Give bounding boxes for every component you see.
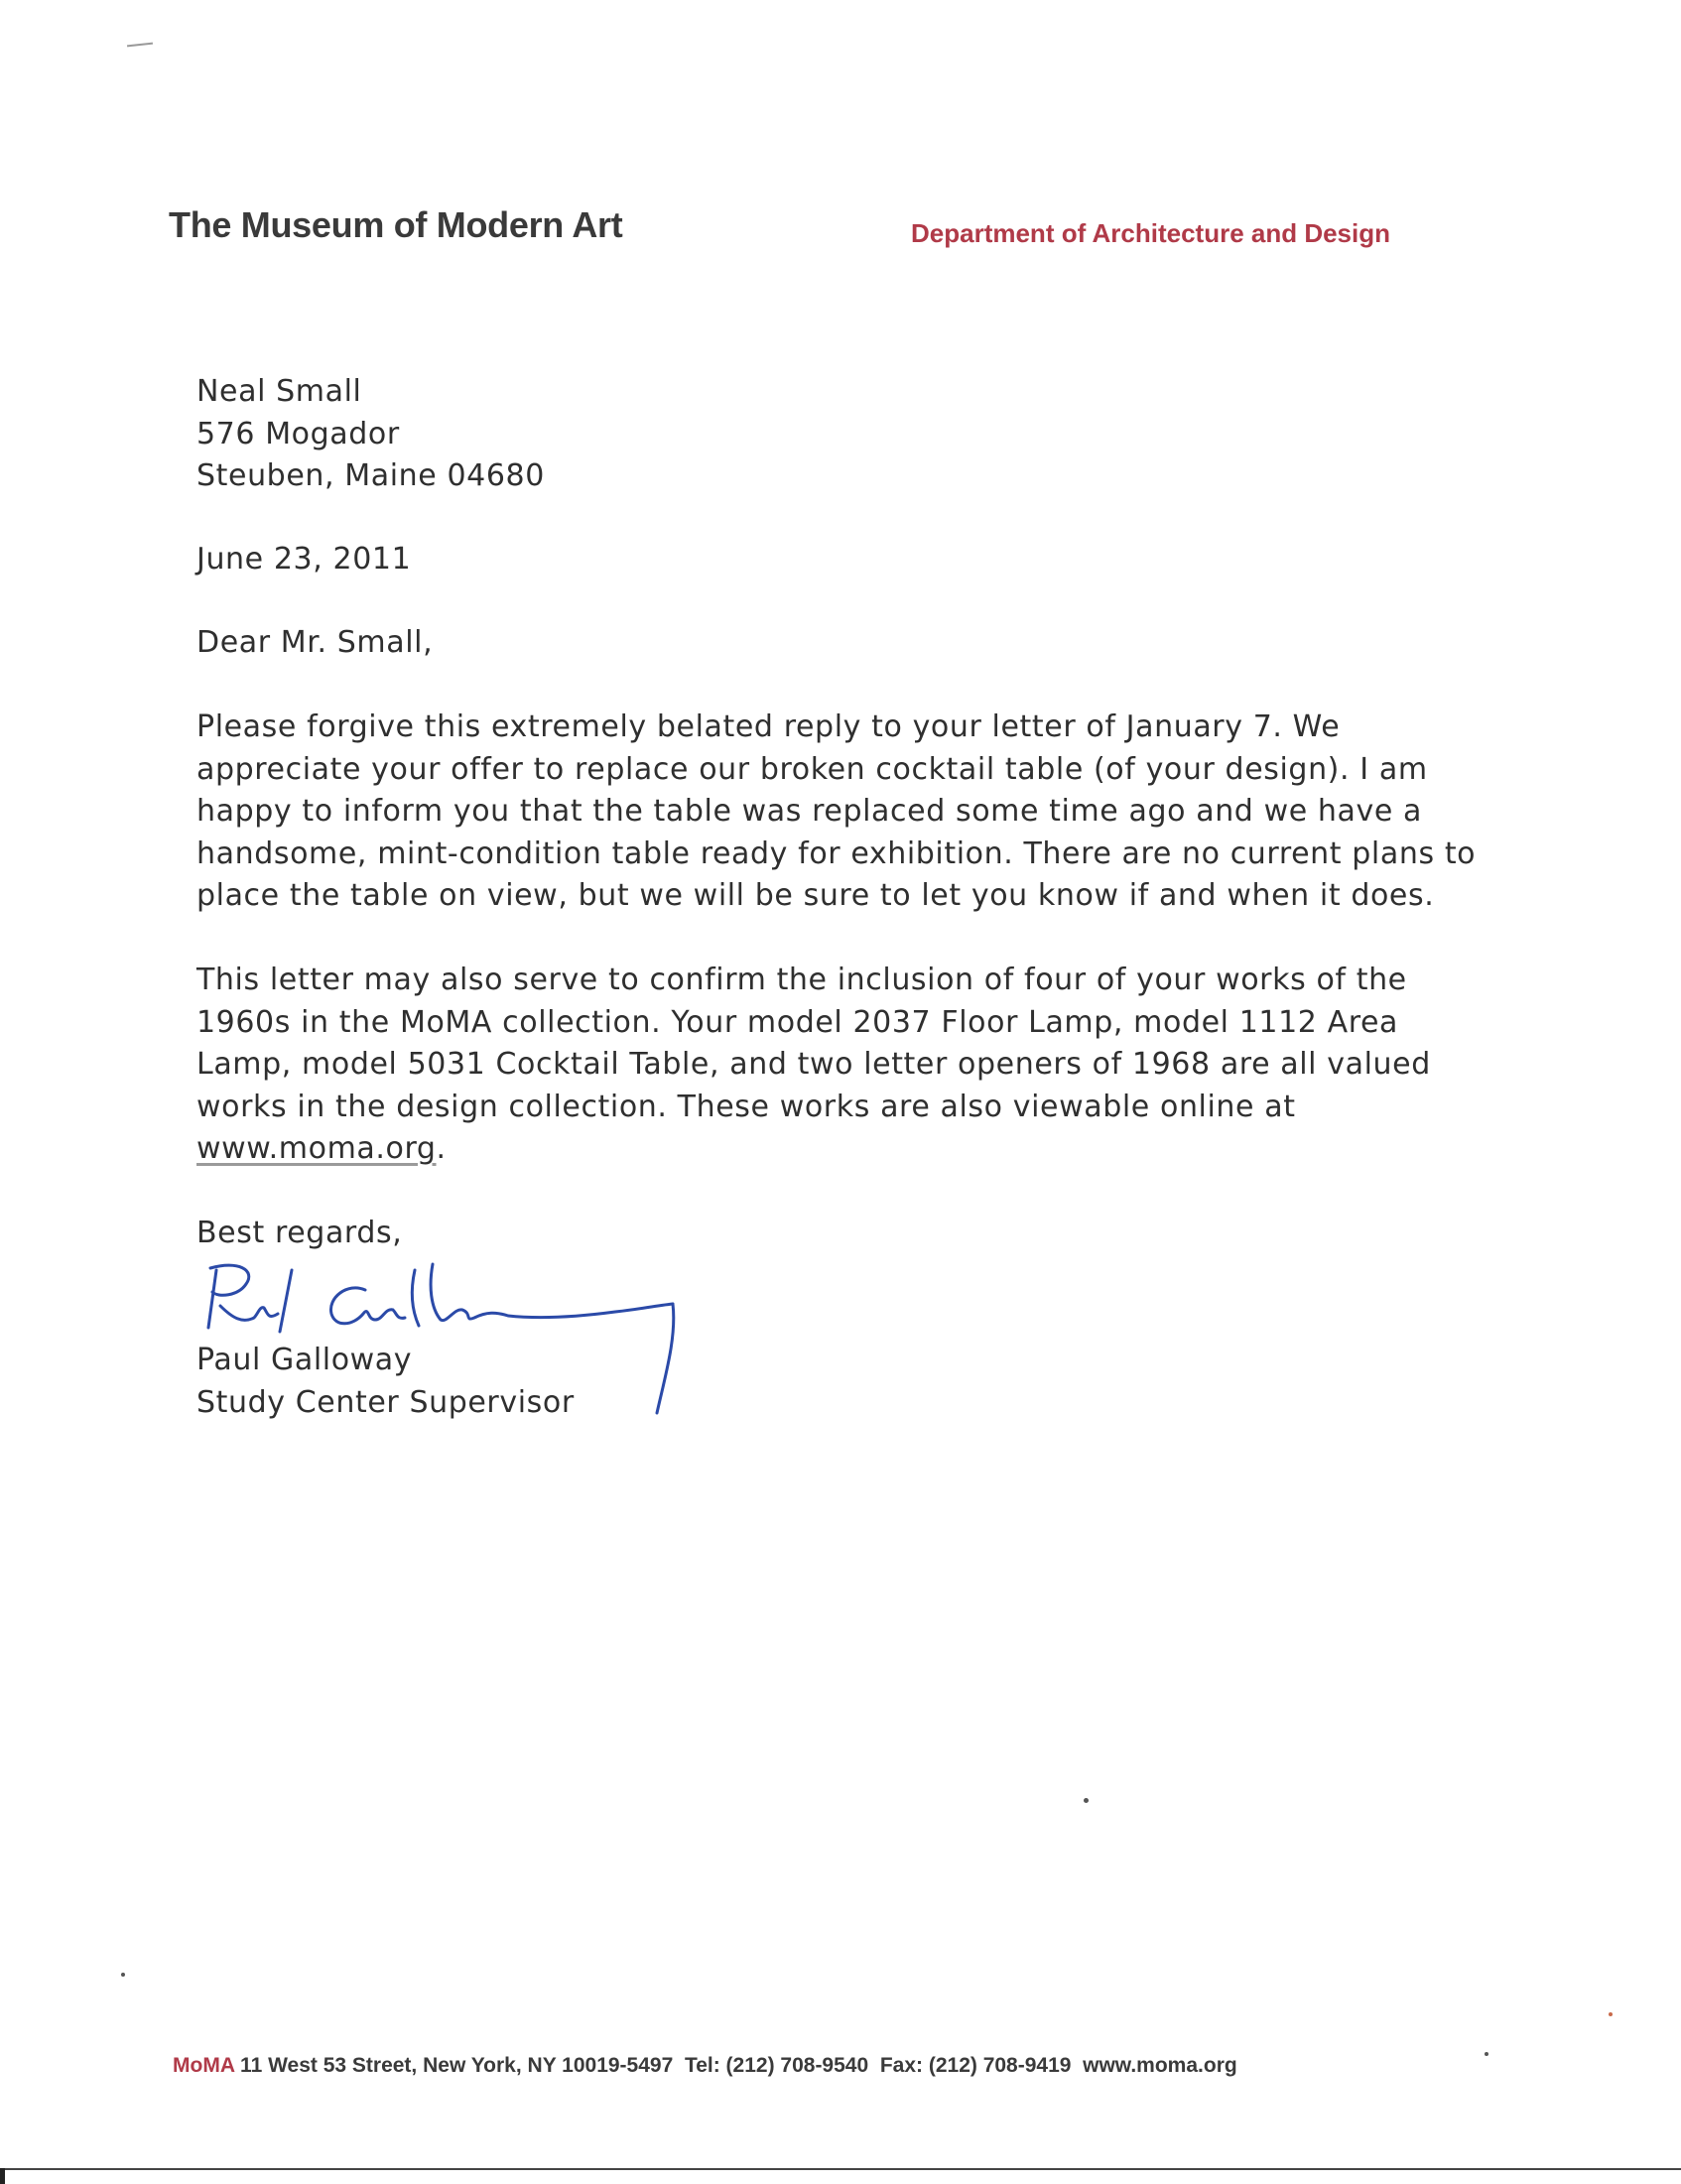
- scan-edge: [0, 2168, 1681, 2170]
- footer-web[interactable]: www.moma.org: [1083, 2054, 1237, 2077]
- paragraph-line-last: [196, 1128, 1506, 1171]
- signer-title: Study Center Supervisor: [196, 1384, 575, 1420]
- closing: Best regards,: [196, 1216, 403, 1250]
- institution-name: The Museum of Modern Art: [169, 204, 623, 245]
- footer-address: 11 West 53 Street, New York, NY 10019-5497: [240, 2054, 674, 2077]
- recipient-street: 576 Mogador: [196, 416, 400, 451]
- footer: [173, 2054, 1237, 2078]
- scan-speck: [121, 1973, 125, 1977]
- paragraph-1: [196, 707, 1506, 918]
- paragraph-line: handsome, mint-condition table ready for exhibition. There are no current plans to: [196, 835, 1477, 871]
- signer-block: [196, 1340, 1506, 1424]
- footer-fax: Fax: (212) 708-9419: [879, 2054, 1072, 2077]
- recipient-city: Steuben, Maine 04680: [196, 458, 545, 493]
- signer-name: Paul Galloway: [196, 1343, 413, 1377]
- salutation: Dear Mr. Small,: [196, 625, 434, 660]
- footer-tel: Tel: (212) 708-9540: [684, 2054, 869, 2077]
- paragraph-line: works in the design collection. These works are also viewable online at: [196, 1089, 1296, 1124]
- paragraph-line: This letter may also serve to confirm the inclusion of four of your works of the: [196, 963, 1407, 997]
- paragraph-line: Lamp, model 5031 Cocktail Table, and two letter openers of 1968 are all valued: [196, 1047, 1431, 1082]
- recipient-address: [196, 371, 1506, 498]
- period: .: [436, 1131, 447, 1166]
- scan-speck: [1609, 2012, 1613, 2016]
- paragraph-line: appreciate your offer to replace our broken cocktail table (of your design). I am: [196, 751, 1428, 787]
- moma-website-link[interactable]: www.moma.org: [196, 1131, 437, 1166]
- letter-date: June 23, 2011: [196, 542, 412, 577]
- scan-corner: [0, 2168, 5, 2184]
- scan-speck: [1084, 1798, 1089, 1803]
- recipient-name: Neal Small: [196, 374, 362, 409]
- footer-brand: MoMA: [173, 2054, 235, 2077]
- paragraph-line: place the table on view, but we will be sure to let you know if and when it does.: [196, 878, 1435, 913]
- paragraph-2: [196, 960, 1506, 1171]
- paragraph-line: happy to inform you that the table was replaced some time ago and we have a: [196, 794, 1423, 829]
- paragraph-line: Please forgive this extremely belated reply to your letter of January 7. We: [196, 709, 1341, 744]
- paragraph-line: 1960s in the MoMA collection. Your model 2037 Floor Lamp, model 1112 Area: [196, 1004, 1399, 1040]
- department-name: Department of Architecture and Design: [911, 218, 1391, 248]
- scan-mark: [127, 43, 153, 48]
- scan-speck: [1485, 2052, 1488, 2056]
